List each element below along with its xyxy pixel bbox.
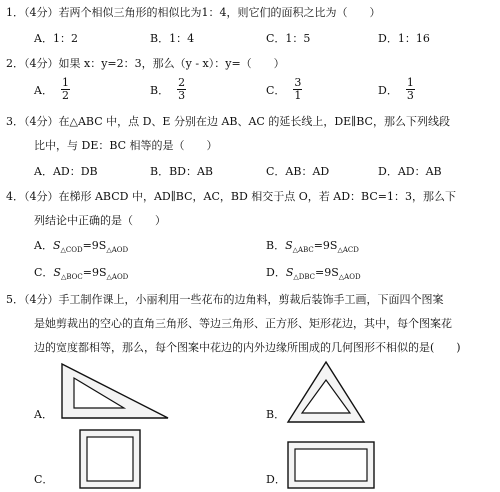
q3-stem-line2: 比中，与 DE：BC 相等的是（ ）: [34, 139, 218, 152]
area-symbol: S: [285, 239, 293, 252]
q5-option-a-label: A．: [34, 408, 53, 421]
q4-stem-line1: 4．（4分）在梯形 ABCD 中，AD∥BC，AC，BD 相交于点 O，若 AD：BC=1：3，那么下: [6, 190, 456, 203]
fraction-numerator: 2: [178, 76, 186, 89]
q4-option-d: [266, 264, 361, 281]
area-subscript: △AOD: [106, 273, 129, 282]
outer-square: [80, 430, 140, 488]
frame-fill: [80, 430, 140, 488]
area-symbol: S: [52, 239, 61, 252]
equals-coefficient: =9S: [82, 239, 107, 252]
q1-option-c: C．1：5: [266, 32, 311, 45]
area-subscript: △ACD: [337, 246, 359, 255]
q2-option-a: [34, 77, 70, 102]
q3-option-a: A．AD：DB: [34, 165, 98, 178]
fraction-denominator: 3: [178, 89, 186, 102]
q4-option-b: [266, 237, 359, 254]
fraction-numerator: 3: [294, 76, 302, 89]
right-triangle-frame-figure: [60, 362, 172, 422]
q2-option-c: [266, 77, 302, 102]
q1-option-a: A．1：2: [34, 32, 78, 45]
q4-option-a: [34, 237, 128, 254]
q2-option-d: [378, 77, 415, 102]
area-subscript: △ABC: [292, 246, 314, 255]
q3-option-d: D．AD：AB: [378, 165, 442, 178]
q3-stem-line1: 3．（4分）在△ABC 中，点 D、E 分别在边 AB、AC 的延长线上，DE∥BC，那么下列线段: [6, 115, 450, 128]
q1-option-b: B．1：4: [150, 32, 195, 45]
option-label: D．: [266, 266, 286, 279]
q3-option-c: C．AB：AD: [266, 165, 330, 178]
square-frame-figure: [78, 428, 142, 490]
q2-option-a-label: A．: [34, 83, 53, 97]
equals-coefficient: =9S: [315, 266, 339, 279]
rectangle-frame-figure: [286, 440, 376, 490]
q2-option-b-fraction: [177, 77, 186, 102]
q5-option-d-label: D．: [266, 473, 286, 486]
q2-stem: 2．（4分）如果 x：y=2：3，那么（y - x）：y=（ ）: [6, 57, 285, 70]
area-symbol: S: [53, 266, 61, 279]
q2-option-c-fraction: [293, 77, 302, 102]
area-subscript: △BOC: [60, 273, 83, 282]
q5-option-c-label: C．: [34, 473, 54, 486]
option-label: A．: [34, 239, 53, 252]
q2-option-d-fraction: [406, 77, 415, 102]
fraction-numerator: 1: [406, 76, 414, 89]
q2-option-b-label: B．: [150, 83, 170, 97]
q1-stem: 1．（4分）若两个相似三角形的相似比为1：4，则它们的面积之比为（ ）: [6, 6, 381, 19]
equilateral-triangle-frame-figure: [286, 360, 366, 424]
q5-option-b-label: B．: [266, 408, 286, 421]
fraction-denominator: 1: [294, 89, 302, 102]
fraction-denominator: 2: [61, 89, 69, 102]
q5-stem-line2: 是她剪裁出的空心的直角三角形、等边三角形、正方形、矩形花边，其中，每个图案花: [34, 317, 452, 330]
q1-option-d: D．1：16: [378, 32, 430, 45]
fraction-denominator: 3: [406, 89, 414, 102]
area-symbol: S: [285, 266, 294, 279]
q5-stem-line1: 5．（4分）手工制作课上，小丽利用一些花布的边角料，剪裁后装饰手工画，下面四个图案: [6, 293, 444, 306]
equals-coefficient: =9S: [82, 266, 107, 279]
q3-option-b: B．BD：AB: [150, 165, 214, 178]
q2-option-a-fraction: [61, 77, 70, 102]
q4-option-c: [34, 264, 128, 281]
fraction-numerator: 1: [61, 76, 69, 89]
inner-rectangle: [295, 449, 367, 481]
area-subscript: △COD: [60, 246, 83, 255]
equals-coefficient: =9S: [313, 239, 338, 252]
q2-option-d-label: D．: [378, 83, 398, 97]
area-subscript: △AOD: [338, 273, 361, 282]
area-subscript: △AOD: [106, 246, 129, 255]
area-subscript: △DBC: [293, 273, 316, 282]
inner-square: [87, 437, 133, 481]
option-label: C．: [34, 266, 54, 279]
option-label: B．: [266, 239, 286, 252]
q2-option-c-label: C．: [266, 83, 286, 97]
q4-stem-line2: 列结论中正确的是（ ）: [34, 214, 166, 227]
q5-stem-line3: 边的宽度都相等，那么，每个图案中花边的内外边缘所围成的几何图形不相似的是( ): [34, 341, 461, 354]
q2-option-b: [150, 77, 186, 102]
